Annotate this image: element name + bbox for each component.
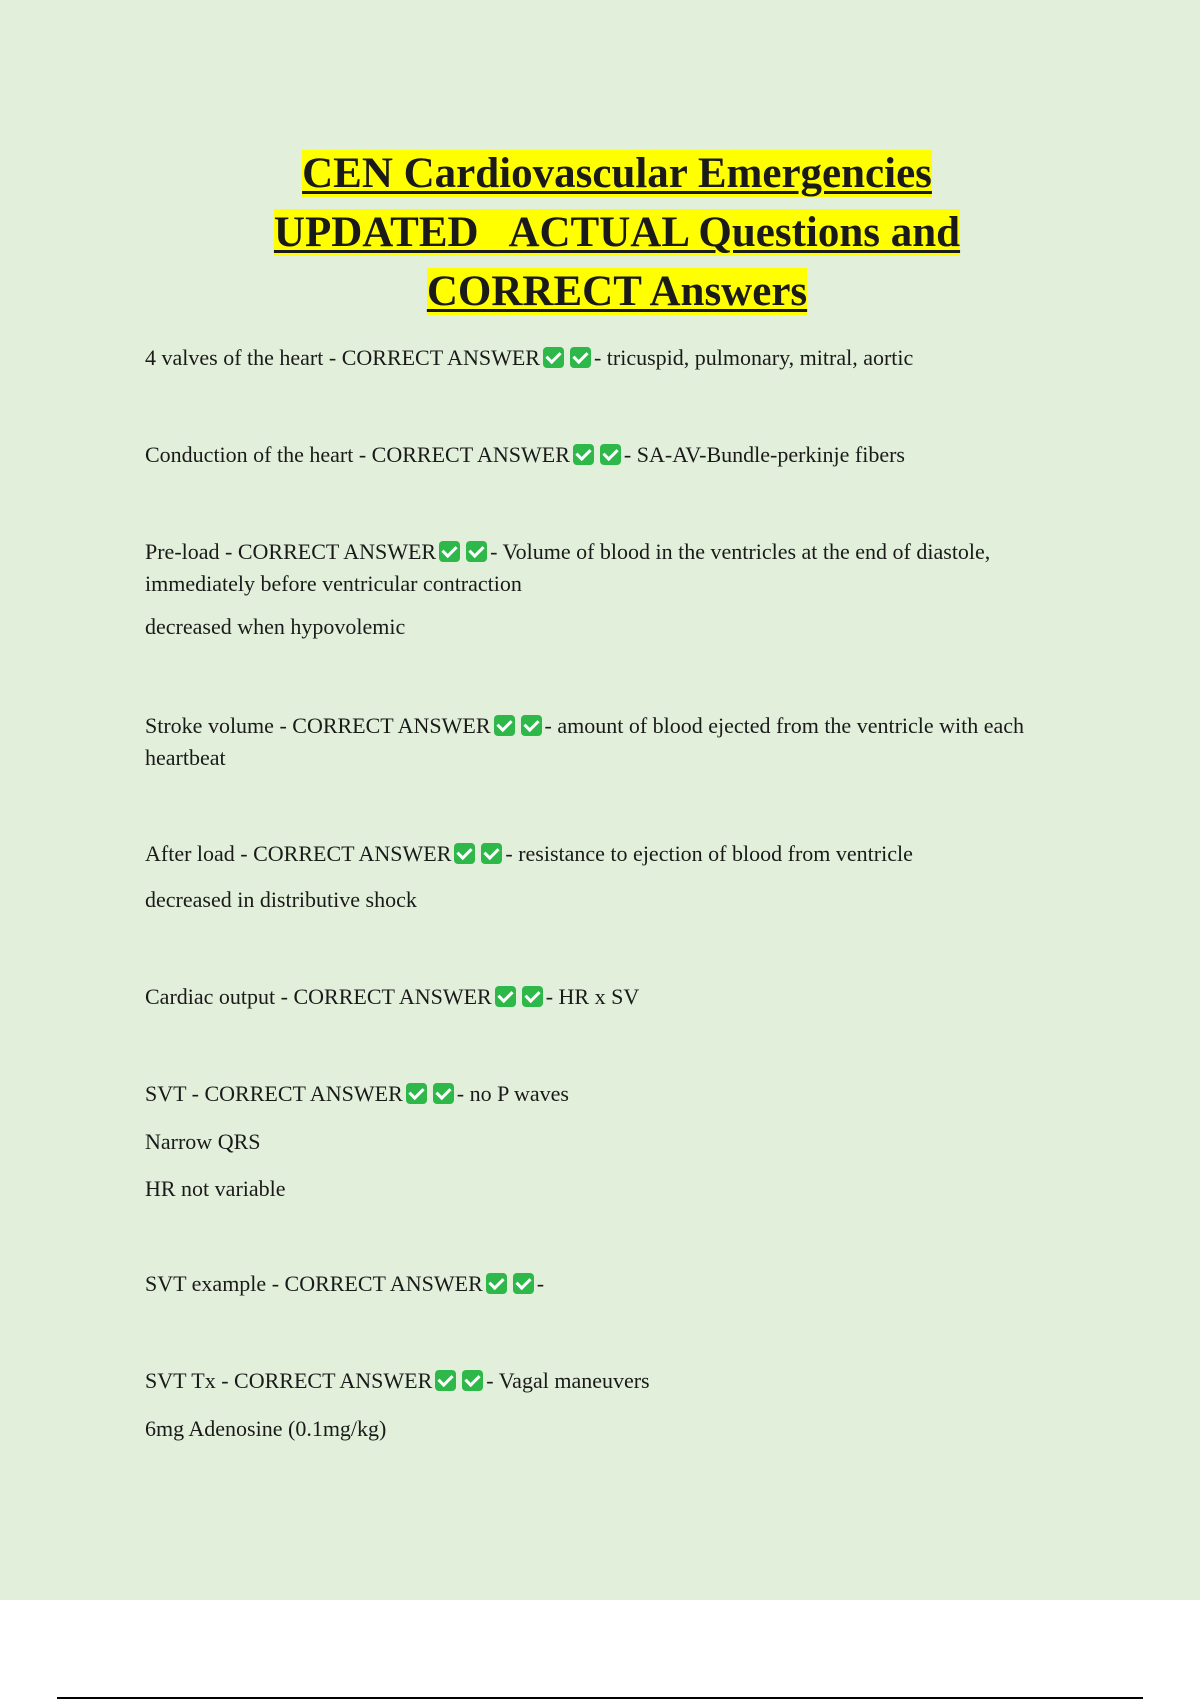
qa-item <box>145 838 1100 916</box>
qa-line: 4 valves of the heart - CORRECT ANSWER - tricuspid, pulmonary, mitral, aortic <box>145 345 914 370</box>
green-check-box-icon <box>406 1083 427 1104</box>
answer-text: Volume of blood in the ventricles at the end of diastole, immediately before ventricular contraction <box>145 539 991 596</box>
qa-line: SVT - CORRECT ANSWER - no P waves <box>145 1081 569 1106</box>
qa-line: Pre-load - CORRECT ANSWER - Volume of blood in the ventricles at the end of diastole, immediately before ventricular contraction <box>145 539 991 596</box>
answer-text: SA-AV-Bundle-perkinje fibers <box>636 442 905 467</box>
green-check-box-icon <box>513 1273 534 1294</box>
qa-item <box>145 1078 1100 1205</box>
qa-item <box>145 981 1100 1013</box>
green-check-box-icon <box>521 715 542 736</box>
qa-line: Cardiac output - CORRECT ANSWER - HR x SV <box>145 984 640 1009</box>
answer-marker: CORRECT ANSWER <box>234 1368 433 1393</box>
question-text: After load <box>145 841 235 866</box>
note-text: decreased when hypovolemic <box>145 614 406 639</box>
qa-item <box>145 710 1100 774</box>
green-check-box-icon <box>495 986 516 1007</box>
answer-text: resistance to ejection of blood from ventricle <box>518 841 913 866</box>
answer-marker: CORRECT ANSWER <box>371 442 570 467</box>
answer-marker: CORRECT ANSWER <box>341 345 540 370</box>
answer-marker: CORRECT ANSWER <box>293 984 492 1009</box>
answer-text: amount of blood ejected from the ventricle with each heartbeat <box>145 713 1025 770</box>
question-text: SVT Tx <box>145 1368 216 1393</box>
answer-marker: CORRECT ANSWER <box>292 713 491 738</box>
note-text: HR not variable <box>145 1176 286 1201</box>
question-text: Pre-load <box>145 539 220 564</box>
green-check-box-icon <box>570 347 591 368</box>
question-text: 4 valves of the heart <box>145 345 324 370</box>
note-text: decreased in distributive shock <box>145 887 417 912</box>
qa-line: Stroke volume - CORRECT ANSWER - amount of blood ejected from the ventricle with each heartbeat <box>145 713 1025 770</box>
answer-text: HR x SV <box>558 984 640 1009</box>
green-check-box-icon <box>439 541 460 562</box>
answer-text: tricuspid, pulmonary, mitral, aortic <box>606 345 914 370</box>
title-line-1: CEN Cardiovascular Emergencies <box>302 150 932 197</box>
green-check-box-icon <box>466 541 487 562</box>
qa-item <box>145 439 1100 471</box>
answer-marker: CORRECT ANSWER <box>253 841 452 866</box>
green-check-box-icon <box>462 1370 483 1391</box>
green-check-box-icon <box>543 347 564 368</box>
qa-item <box>145 342 1100 374</box>
qa-item <box>145 1268 1100 1300</box>
answer-text: Vagal maneuvers <box>498 1368 650 1393</box>
question-text: Conduction of the heart <box>145 442 354 467</box>
green-check-box-icon <box>433 1083 454 1104</box>
qa-line: After load - CORRECT ANSWER - resistance to ejection of blood from ventricle <box>145 841 913 866</box>
answer-marker: CORRECT ANSWER <box>284 1271 483 1296</box>
green-check-box-icon <box>454 843 475 864</box>
qa-line: SVT Tx - CORRECT ANSWER - Vagal maneuvers <box>145 1368 650 1393</box>
green-check-box-icon <box>486 1273 507 1294</box>
note-text: 6mg Adenosine (0.1mg/kg) <box>145 1416 387 1441</box>
green-check-box-icon <box>573 444 594 465</box>
question-text: Cardiac output <box>145 984 276 1009</box>
question-text: Stroke volume <box>145 713 274 738</box>
green-check-box-icon <box>600 444 621 465</box>
title-line-3: CORRECT Answers <box>426 268 808 315</box>
green-check-box-icon <box>494 715 515 736</box>
note-text: Narrow QRS <box>145 1129 261 1154</box>
title-line-2: UPDATED ACTUAL Questions and <box>273 209 961 256</box>
footer-divider <box>57 1697 1143 1699</box>
qa-item <box>145 1365 1100 1445</box>
qa-item <box>145 536 1100 643</box>
answer-marker: CORRECT ANSWER <box>204 1081 403 1106</box>
qa-line: SVT example - CORRECT ANSWER - <box>145 1271 545 1296</box>
question-text: SVT <box>145 1081 187 1106</box>
question-text: SVT example <box>145 1271 267 1296</box>
green-check-box-icon <box>435 1370 456 1391</box>
green-check-box-icon <box>481 843 502 864</box>
answer-marker: CORRECT ANSWER <box>237 539 437 564</box>
document-title <box>120 144 1114 321</box>
qa-line: Conduction of the heart - CORRECT ANSWER - SA-AV-Bundle-perkinje fibers <box>145 442 905 467</box>
green-check-box-icon <box>522 986 543 1007</box>
answer-text: no P waves <box>469 1081 569 1106</box>
